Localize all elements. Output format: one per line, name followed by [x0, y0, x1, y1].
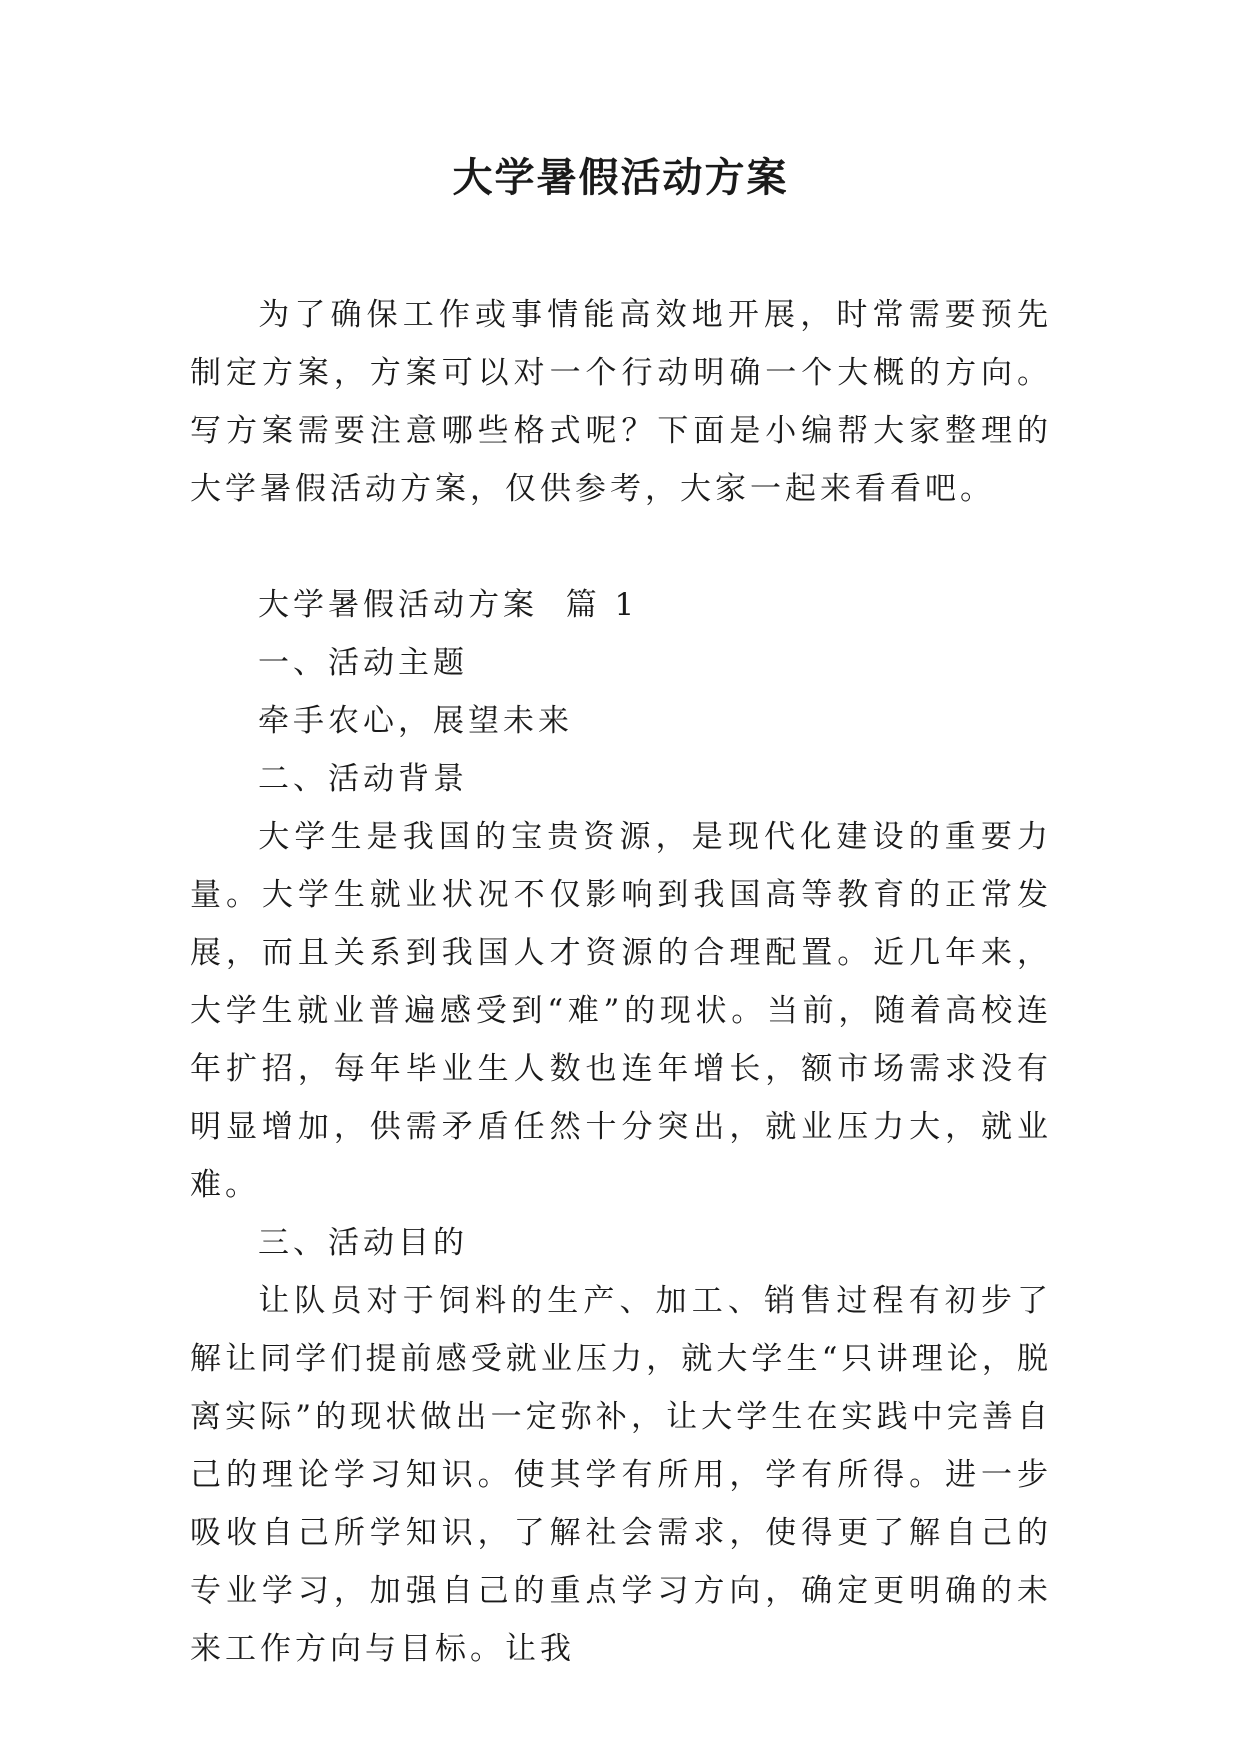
section-title: 大学暑假活动方案 篇 1: [258, 587, 639, 623]
heading-background: 二、活动背景: [258, 761, 468, 797]
intro-block: [190, 286, 1052, 518]
heading-purpose: 三、活动目的: [258, 1225, 468, 1261]
theme-text: 牵手农心，展望未来: [258, 703, 573, 739]
heading-theme: 一、活动主题: [258, 645, 468, 681]
background-paragraph: 大学生是我国的宝贵资源，是现代化建设的重要力量。大学生就业状况不仅影响到我国高等教育的正常发展，而且关系到我国人才资源的合理配置。近几年来，大学生就业普遍感受到“难”的现状。当前，随着高校连年扩招，每年毕业生人数也连年增长，额市场需求没有明显增加，供需矛盾任然十分突出，就业压力大，就业难。: [190, 819, 1052, 1203]
purpose-paragraph: 让队员对于饲料的生产、加工、销售过程有初步了解让同学们提前感受就业压力，就大学生“只讲理论，脱离实际”的现状做出一定弥补，让大学生在实践中完善自己的理论学习知识。使其学有所用，学有所得。进一步吸收自己所学知识，了解社会需求，使得更了解自己的专业学习，加强自己的重点学习方向，确定更明确的未来工作方向与目标。让我: [190, 1283, 1052, 1667]
intro-paragraph: 为了确保工作或事情能高效地开展，时常需要预先制定方案，方案可以对一个行动明确一个大概的方向。写方案需要注意哪些格式呢？下面是小编帮大家整理的大学暑假活动方案，仅供参考，大家一起来看看吧。: [190, 297, 1052, 507]
document-title: 大学暑假活动方案: [452, 155, 789, 201]
section-block: [190, 576, 1052, 1678]
